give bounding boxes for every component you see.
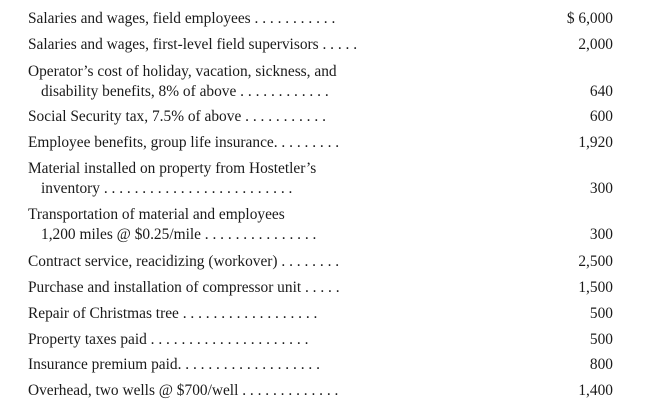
item-amount: $ 6,000 [566,10,613,27]
item-amount: 2,500 [578,253,613,270]
item-description: Social Security tax, 7.5% of above . . . . . . . . . . . [28,108,326,125]
item-description: Overhead, two wells @ $700/well . . . . . . . . . . . . . [28,382,339,399]
item-amount: 600 [589,108,613,125]
item-description: Salaries and wages, field employees . . . . . . . . . . . [28,10,336,27]
item-description: Insurance premium paid. . . . . . . . . . . . . . . . . . . [28,356,320,373]
item-amount: 640 [589,83,613,100]
item-amount: 1,500 [578,279,613,296]
item-description: Repair of Christmas tree . . . . . . . . . . . . . . . . . . [28,305,318,322]
item-amount: 1,920 [578,134,613,151]
item-description-continued: disability benefits, 8% of above . . . . . . . . . . . . [41,83,329,100]
item-description: Property taxes paid . . . . . . . . . . . . . . . . . . . . . [28,331,309,348]
item-description: Contract service, reacidizing (workover) . . . . . . . . [28,253,340,270]
item-amount: 1,400 [578,382,613,399]
item-description: Operator’s cost of holiday, vacation, sickness, and [28,63,337,80]
item-amount: 2,000 [578,36,613,53]
item-amount: 300 [589,180,613,197]
item-description-continued: inventory . . . . . . . . . . . . . . . . . . . . . . . . . [41,180,293,197]
item-amount: 500 [589,331,613,348]
item-description: Employee benefits, group life insurance. . . . . . . . . [28,134,340,151]
item-description: Purchase and installation of compressor unit . . . . . [28,279,340,296]
item-amount: 800 [589,356,613,373]
item-description-continued: 1,200 miles @ $0.25/mile . . . . . . . . . . . . . . . [41,226,317,243]
item-description: Material installed on property from Hostetler’s [28,160,317,177]
item-amount: 300 [589,226,613,243]
item-description: Transportation of material and employees [28,206,285,223]
item-description: Salaries and wages, first-level field supervisors . . . . . [28,36,358,53]
item-amount: 500 [589,305,613,322]
